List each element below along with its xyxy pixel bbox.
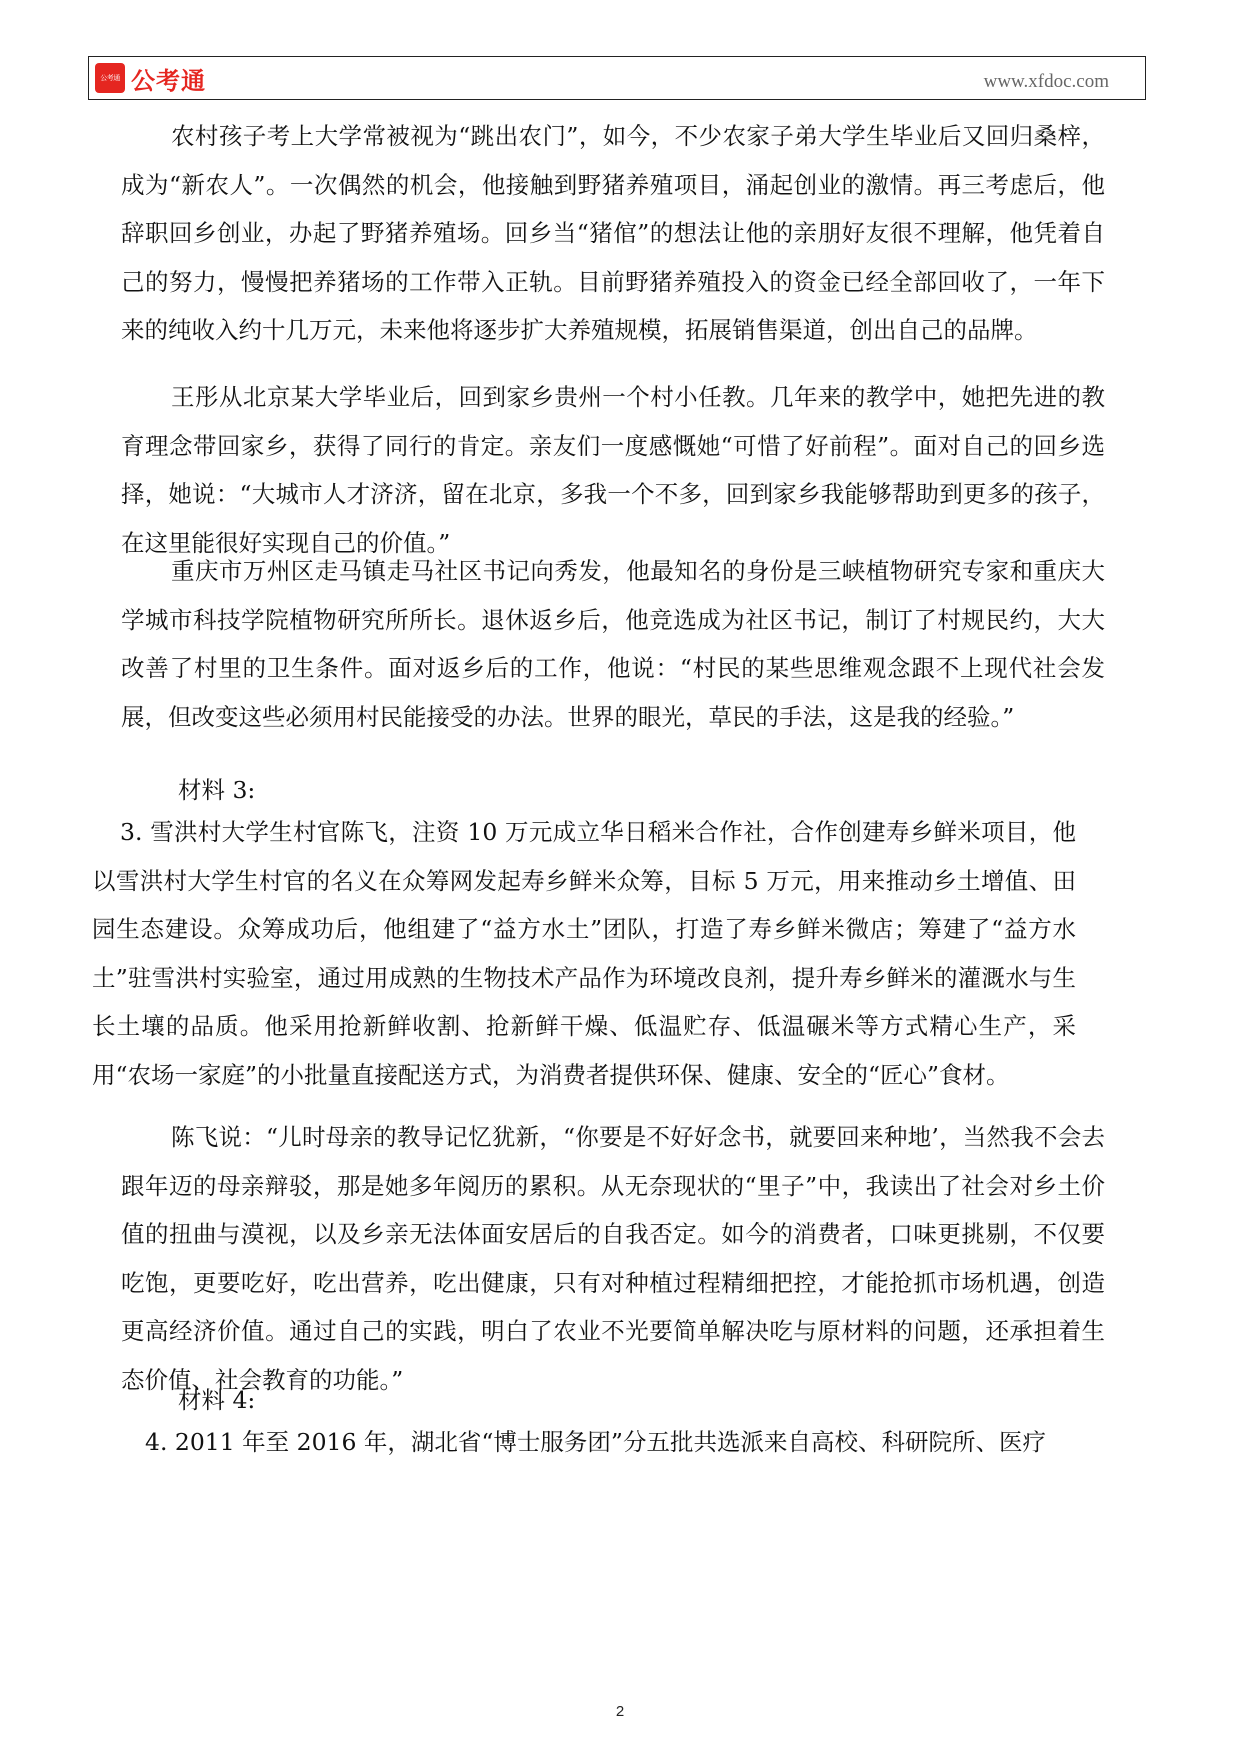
paragraph-3: 重庆市万州区走马镇走马社区书记向秀发，他最知名的身份是三峡植物研究专家和重庆大学城市科技学院植物研究所所长。退休返乡后，他竞选成为社区书记，制订了村规民约，大大改善了村里的卫生条件。面对返乡后的工作，他说：“村民的某些思维观念跟不上现代社会发展，但改变这些必须用村民能接受的办法。世界的眼光，草民的手法，这是我的经验。” <box>121 557 1105 731</box>
logo <box>95 63 206 93</box>
section-label-material-3: 材料 3: <box>178 776 256 804</box>
page-header <box>88 56 1146 100</box>
paragraph-1: 农村孩子考上大学常被视为“跳出农门”，如今，不少农家子弟大学生毕业后又回归桑梓，成为“新农人”。一次偶然的机会，他接触到野猪养殖项目，涌起创业的激情。再三考虑后，他辞职回乡创业，办起了野猪养殖场。回乡当“猪倌”的想法让他的亲朋好友很不理解，他凭着自己的努力，慢慢把养猪场的工作带入正轨。目前野猪养殖投入的资金已经全部回收了，一年下来的纯收入约十几万元，未来他将逐步扩大养殖规模，拓展销售渠道，创出自己的品牌。 <box>121 122 1105 344</box>
section-label-material-4: 材料 4: <box>178 1386 256 1414</box>
paragraph-6: 4. 2011 年至 2016 年，湖北省“博士服务团”分五批共选派来自高校、科研院所、医疗 <box>145 1428 1046 1456</box>
paragraph-2: 王彤从北京某大学毕业后，回到家乡贵州一个村小任教。几年来的教学中，她把先进的教育理念带回家乡，获得了同行的肯定。亲友们一度感慨她“可惜了好前程”。面对自己的回乡选择，她说：“大城市人才济济，留在北京，多我一个不多，回到家乡我能够帮助到更多的孩子，在这里能很好实现自己的价值。” <box>121 383 1105 557</box>
page-number: 2 <box>615 1703 625 1720</box>
site-url: www.xfdoc.com <box>983 71 1109 92</box>
logo-icon: 公考通 <box>95 63 125 93</box>
logo-text: 公考通 <box>131 66 206 95</box>
paragraph-5: 陈飞说：“儿时母亲的教导记忆犹新，“你要是不好好念书，就要回来种地’，当然我不会去跟年迈的母亲辩驳，那是她多年阅历的累积。从无奈现状的“里子”中，我读出了社会对乡土价值的扭曲与漠视，以及乡亲无法体面安居后的自我否定。如今的消费者，口味更挑剔，不仅要吃饱，更要吃好，吃出营养，吃出健康，只有对种植过程精细把控，才能抢抓市场机遇，创造更高经济价值。通过自己的实践，明白了农业不光要简单解决吃与原材料的问题，还承担着生态价值、社会教育的功能。” <box>121 1123 1105 1394</box>
paragraph-4: 3. 雪洪村大学生村官陈飞，注资 10 万元成立华日稻米合作社，合作创建寿乡鲜米项目，他以雪洪村大学生村官的名义在众筹网发起寿乡鲜米众筹，目标 5 万元，用来推动乡土增值、田园生态建设。众筹成功后，他组建了“益方水土”团队，打造了寿乡鲜米微店；筹建了“益方水土”驻雪洪村实验室，通过用成熟的生物技术产品作为环境改良剂，提升寿乡鲜米的灌溉水与生长土壤的品质。他采用抢新鲜收割、抢新鲜干燥、低温贮存、低温碾米等方式精心生产，采用“农场一家庭”的小批量直接配送方式，为消费者提供环保、健康、安全的“匠心”食材。 <box>92 818 1076 1089</box>
